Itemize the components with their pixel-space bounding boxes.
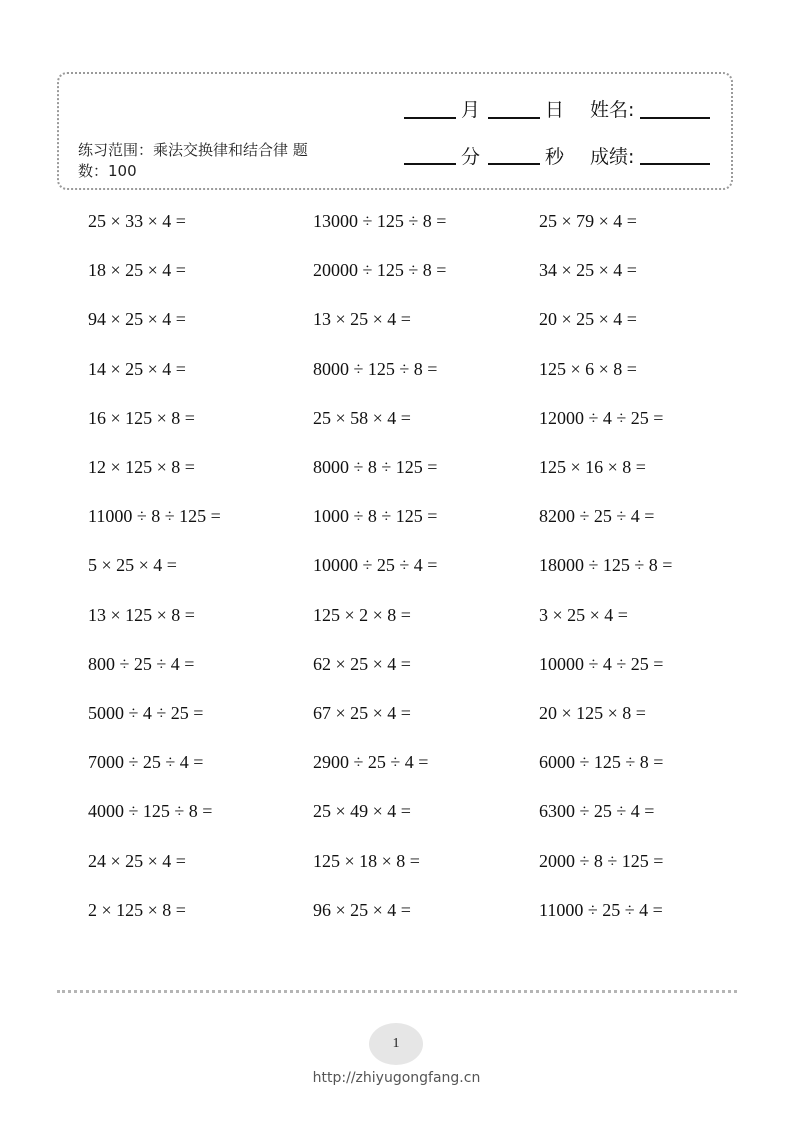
- problem-item: 3 × 25 × 4 =: [539, 605, 628, 625]
- name-blank[interactable]: [640, 117, 710, 119]
- problem-item: 16 × 125 × 8 =: [88, 408, 195, 428]
- minute-label: 分: [461, 146, 481, 168]
- problem-item: 6000 ÷ 125 ÷ 8 =: [539, 752, 664, 772]
- score-blank[interactable]: [640, 163, 710, 165]
- problem-item: 2900 ÷ 25 ÷ 4 =: [313, 752, 429, 772]
- problem-item: 5 × 25 × 4 =: [88, 555, 177, 575]
- problem-item: 12 × 125 × 8 =: [88, 457, 195, 477]
- problem-item: 18000 ÷ 125 ÷ 8 =: [539, 555, 673, 575]
- problem-item: 125 × 18 × 8 =: [313, 851, 420, 871]
- problem-item: 10000 ÷ 4 ÷ 25 =: [539, 654, 664, 674]
- problem-item: 8000 ÷ 125 ÷ 8 =: [313, 359, 438, 379]
- problem-item: 11000 ÷ 25 ÷ 4 =: [539, 900, 663, 920]
- problem-item: 7000 ÷ 25 ÷ 4 =: [88, 752, 204, 772]
- problem-item: 5000 ÷ 4 ÷ 25 =: [88, 703, 204, 723]
- problem-item: 1000 ÷ 8 ÷ 125 =: [313, 506, 438, 526]
- problem-item: 125 × 16 × 8 =: [539, 457, 646, 477]
- problem-item: 25 × 33 × 4 =: [88, 211, 186, 231]
- problem-item: 34 × 25 × 4 =: [539, 260, 637, 280]
- problem-item: 20 × 125 × 8 =: [539, 703, 646, 723]
- minute-blank[interactable]: [404, 163, 456, 165]
- day-label: 日: [545, 99, 565, 121]
- problem-item: 10000 ÷ 25 ÷ 4 =: [313, 555, 438, 575]
- second-label: 秒: [545, 146, 565, 168]
- problem-item: 2000 ÷ 8 ÷ 125 =: [539, 851, 664, 871]
- footer-divider: [57, 990, 737, 993]
- problem-item: 8000 ÷ 8 ÷ 125 =: [313, 457, 438, 477]
- name-label: 姓名:: [590, 99, 635, 121]
- problem-item: 13 × 125 × 8 =: [88, 605, 195, 625]
- problem-item: 12000 ÷ 4 ÷ 25 =: [539, 408, 664, 428]
- problem-item: 24 × 25 × 4 =: [88, 851, 186, 871]
- problem-item: 2 × 125 × 8 =: [88, 900, 186, 920]
- problem-item: 8200 ÷ 25 ÷ 4 =: [539, 506, 655, 526]
- problem-item: 20 × 25 × 4 =: [539, 309, 637, 329]
- problem-item: 25 × 58 × 4 =: [313, 408, 411, 428]
- problem-item: 25 × 49 × 4 =: [313, 801, 411, 821]
- problem-item: 62 × 25 × 4 =: [313, 654, 411, 674]
- problem-item: 14 × 25 × 4 =: [88, 359, 186, 379]
- problem-item: 25 × 79 × 4 =: [539, 211, 637, 231]
- problem-item: 13 × 25 × 4 =: [313, 309, 411, 329]
- problem-item: 800 ÷ 25 ÷ 4 =: [88, 654, 195, 674]
- problem-item: 4000 ÷ 125 ÷ 8 =: [88, 801, 213, 821]
- problem-item: 13000 ÷ 125 ÷ 8 =: [313, 211, 447, 231]
- day-blank[interactable]: [488, 117, 540, 119]
- problem-item: 6300 ÷ 25 ÷ 4 =: [539, 801, 655, 821]
- problem-item: 18 × 25 × 4 =: [88, 260, 186, 280]
- practice-range-text: 练习范围：乘法交换律和结合律 题数：100: [78, 141, 308, 180]
- problem-item: 94 × 25 × 4 =: [88, 309, 186, 329]
- problem-item: 67 × 25 × 4 =: [313, 703, 411, 723]
- page-number-text: 1: [392, 1036, 400, 1051]
- problem-item: 11000 ÷ 8 ÷ 125 =: [88, 506, 221, 526]
- month-label: 月: [461, 99, 481, 121]
- second-blank[interactable]: [488, 163, 540, 165]
- site-url: http://zhiyugongfang.cn: [312, 1070, 481, 1086]
- problem-item: 96 × 25 × 4 =: [313, 900, 411, 920]
- problem-item: 125 × 2 × 8 =: [313, 605, 411, 625]
- page-number: [369, 1023, 423, 1065]
- score-label: 成绩:: [590, 146, 635, 168]
- problem-item: 125 × 6 × 8 =: [539, 359, 637, 379]
- month-blank[interactable]: [404, 117, 456, 119]
- problem-item: 20000 ÷ 125 ÷ 8 =: [313, 260, 447, 280]
